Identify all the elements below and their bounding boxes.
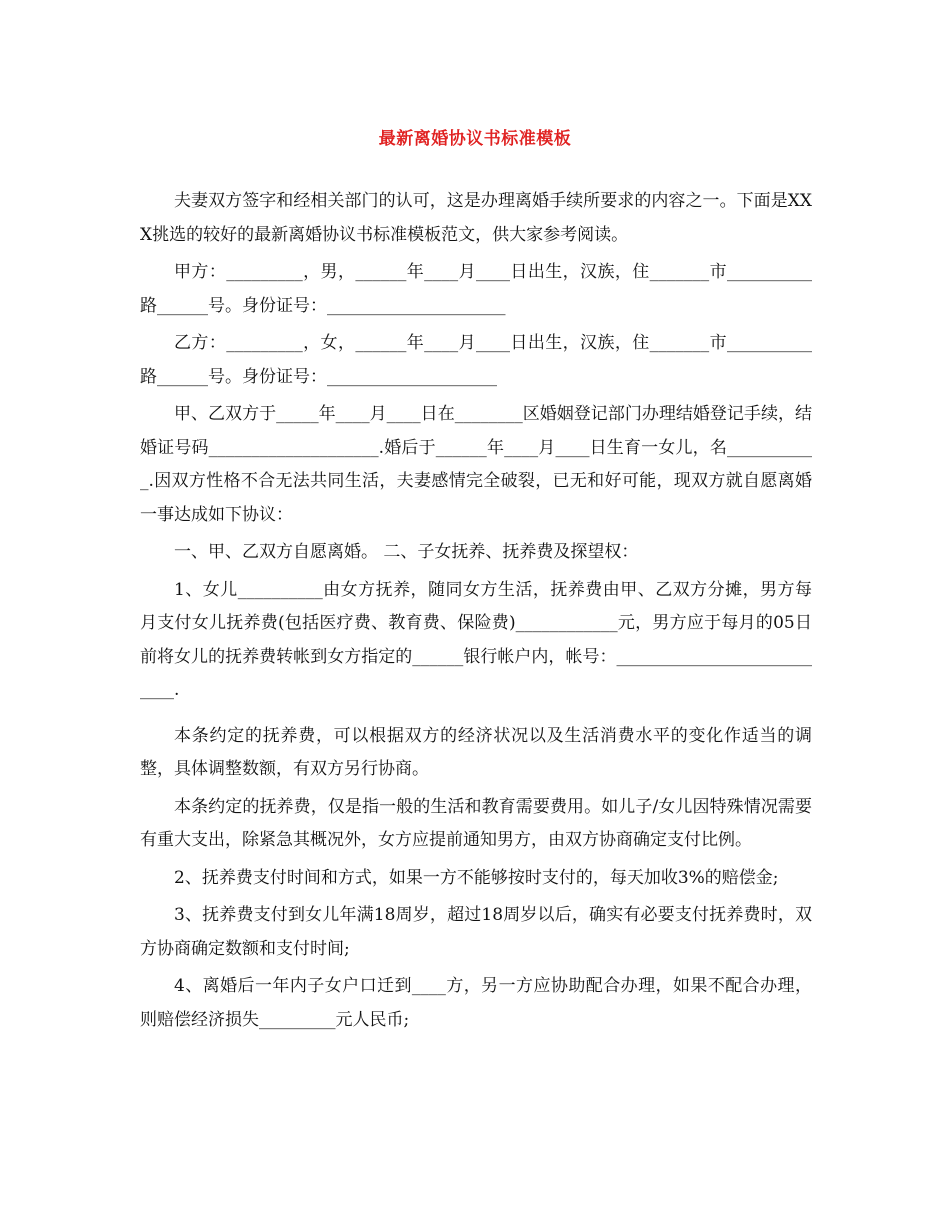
custody-clause-1: 1、女儿__________由女方抚养，随同女方生活，抚养费由甲、乙双方分摊，男方每月支付女儿抚养费(包括医疗费、教育费、保险费)____________元，男方应于每月的05日前将女儿的抚养费转帐到女方指定的______银行帐户内，帐号：___________________________. <box>140 579 812 700</box>
document-body <box>140 185 812 1037</box>
custody-clause-3: 3、抚养费支付到女儿年满18周岁，超过18周岁以后，确实有必要支付抚养费时，双方协商确定数额和支付时间; <box>140 905 812 959</box>
intro-paragraph: 夫妻双方签字和经相关部门的认可，这是办理离婚手续所要求的内容之一。下面是XXX挑选的较好的最新离婚协议书标准模板范文，供大家参考阅读。 <box>140 191 812 245</box>
agreement-heading-paragraph: 一、甲、乙双方自愿离婚。 二、子女抚养、抚养费及探望权： <box>174 542 639 562</box>
document-title: 最新离婚协议书标准模板 <box>378 129 572 149</box>
support-adjustment-paragraph: 本条约定的抚养费，可以根据双方的经济状况以及生活消费水平的变化作适当的调整，具体调整数额，有双方另行协商。 <box>140 725 812 779</box>
marriage-info-paragraph: 甲、乙双方于_____年____月____日在________区婚姻登记部门办理结婚登记手续，结婚证号码____________________.婚后于______年____月____日生育一女儿，名___________.因双方性格不合无法共同生活，夫妻感情完全破裂，已无和好可能，现双方就自愿离婚一事达成如下协议： <box>140 404 812 525</box>
custody-clause-4: 4、离婚后一年内子女户口迁到____方，另一方应协助配合办理，如果不配合办理，则赔偿经济损失_________元人民币; <box>140 976 812 1030</box>
party-a-paragraph: 甲方：_________，男，______年____月____日出生，汉族，住_______市__________路______号。身份证号：_____________________ <box>140 262 812 316</box>
support-scope-paragraph: 本条约定的抚养费，仅是指一般的生活和教育需要费用。如儿子/女儿因特殊情况需要有重大支出，除紧急其概况外，女方应提前通知男方，由双方协商确定支付比例。 <box>140 796 812 850</box>
custody-clause-2: 2、抚养费支付时间和方式，如果一方不能够按时支付的，每天加收3%的赔偿金; <box>174 867 779 888</box>
party-b-paragraph: 乙方：_________，女，______年____月____日出生，汉族，住_______市__________路______号。身份证号：____________________ <box>140 333 812 387</box>
